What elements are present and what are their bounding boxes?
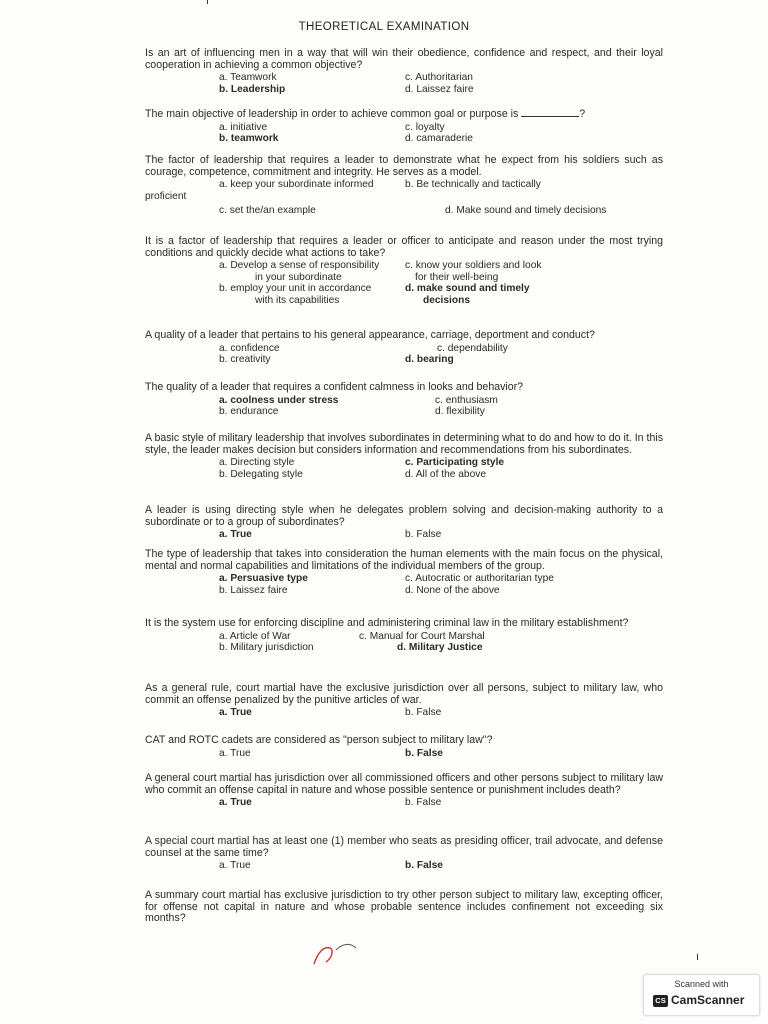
camscanner-watermark [643,974,760,1016]
option-d: d. make sound and timely [405,283,530,294]
watermark-line1: Scanned with [674,979,729,989]
option-a: a. Persuasive type [219,573,308,584]
option-b: b. False [405,707,442,718]
option-d: d. Laissez faire [405,83,474,95]
option-c: c. enthusiasm [435,394,498,406]
question-7 [145,433,663,480]
option-d: d. Make sound and timely decisions [445,204,607,216]
question-15 [145,890,663,925]
option-a: a. Develop a sense of responsibility [219,260,380,271]
answer-blank [521,108,579,117]
question-14 [145,836,663,872]
question-text: A basic style of military leadership that involves subordinates in determining what to do and how to do it. In this style, the leader makes decision but considers information and recommendations from his subordinates. [145,432,663,456]
question-13 [145,773,663,809]
question-4 [145,236,663,306]
question-2 [145,108,663,145]
option-b: b. Laissez faire [219,584,288,596]
option-b: b. employ your unit in accordance [219,283,372,294]
option-b: b. False [405,747,443,759]
option-c-cont: for their well-being [415,271,499,283]
option-b: b. Leadership [219,83,286,95]
option-a-cont: in your subordinate [255,271,342,283]
question-text: A special court martial has at least one (1) member who seats as presiding officer, trail advocate, and defense counsel at the same time? [145,835,663,859]
question-text: A quality of a leader that pertains to his general appearance, carriage, deportment and conduct? [145,329,595,341]
scan-tick [207,0,208,4]
option-b: b. endurance [219,406,279,417]
camscanner-logo-icon: CS [653,995,668,1007]
option-b: b. False [405,797,442,808]
question-text: It is the system use for enforcing discipline and administering criminal law in the military establishment? [145,617,629,629]
question-text: As a general rule, court martial have the exclusive jurisdiction over all persons, subject to military law, who commit an offense penalized by the punitive articles of war. [145,682,663,706]
option-d: d. Military Justice [397,642,483,653]
option-d: d. flexibility [435,406,485,417]
option-c: c. dependability [437,342,508,354]
hand-mark-icon [306,938,361,966]
question-text: It is a factor of leadership that requires a leader or officer to anticipate and reason under the most trying conditions and quickly decide what actions to take? [145,235,663,259]
option-a: a. keep your subordinate informed [219,179,374,190]
scan-tick [697,954,698,960]
question-12 [145,735,663,759]
question-8 [145,505,663,541]
option-b: b. creativity [219,354,271,365]
option-b: b. Be technically and tactically [405,179,541,190]
option-a: a. coolness under stress [219,394,339,406]
option-b-cont: with its capabilities [255,294,340,306]
option-a: a. True [219,529,252,540]
option-b: b. teamwork [219,133,279,144]
question-text: The main objective of leadership in order to achieve common goal or purpose is [145,108,519,120]
option-a: a. Article of War [219,630,291,642]
option-c: c. Participating style [405,457,505,468]
question-5 [145,330,663,366]
option-d: d. camaraderie [405,133,473,144]
question-text: A summary court martial has exclusive jurisdiction to try other person subject to military law, excepting officer, for offense not capital in nature and whose probable sentence includes confinement not exceeding six months? [145,889,663,924]
option-c: c. know your soldiers and look [405,260,542,271]
option-a: a. True [219,747,251,759]
watermark-line2: CamScanner [671,993,745,1007]
option-c: c. Authoritarian [405,72,473,83]
question-text: CAT and ROTC cadets are considered as "person subject to military law"? [145,734,493,746]
question-10 [145,618,663,654]
question-text: The quality of a leader that requires a confident calmness in looks and behavior? [145,381,524,393]
option-d-cont: decisions [423,294,470,306]
option-d: d. bearing [405,354,454,365]
option-a: a. True [219,707,252,718]
option-a: a. True [219,860,251,871]
question-end: ? [579,108,586,120]
option-b: b. False [405,860,443,871]
option-c: c. loyalty [405,121,445,133]
option-b: b. False [405,529,442,540]
page-title: THEORETICAL EXAMINATION [298,21,470,33]
option-c: c. Autocratic or authoritarian type [405,573,554,584]
question-text: The type of leadership that takes into consideration the human elements with the main focus on the physical, mental and normal capabilities and limitations of the individual members of the group. [145,548,663,572]
option-a: a. True [219,797,252,808]
option-b-cont: proficient [145,190,187,202]
option-b: b. Delegating style [219,468,303,480]
option-a: a. confidence [219,342,280,354]
option-c: c. Manual for Court Marshal [359,630,485,642]
question-11 [145,683,663,719]
option-b: b. Military jurisdiction [219,642,314,653]
option-d: d. All of the above [405,468,486,480]
question-1 [145,48,663,95]
question-text: A leader is using directing style when he delegates problem solving and decision-making authority to a subordinate or to a group of subordinates? [145,504,663,528]
question-3 [145,155,663,216]
question-text: The factor of leadership that requires a leader to demonstrate what he expect from his soldiers such as courage, competence, commitment and integrity. He serves as a model. [145,154,663,178]
option-c: c. set the/an example [219,204,316,216]
option-a: a. Teamwork [219,72,277,83]
question-text: A general court martial has jurisdiction over all commissioned officers and other persons subject to military law who commit an offense capital in nature and whose possible sentence or punishment includes death? [145,772,663,796]
option-a: a. Directing style [219,457,295,468]
question-text: Is an art of influencing men in a way that will win their obedience, confidence and respect, and their loyal cooperation in achieving a common objective? [145,47,663,71]
question-6 [145,382,663,418]
option-d: d. None of the above [405,584,500,596]
option-a: a. initiative [219,121,268,133]
question-9 [145,549,663,596]
